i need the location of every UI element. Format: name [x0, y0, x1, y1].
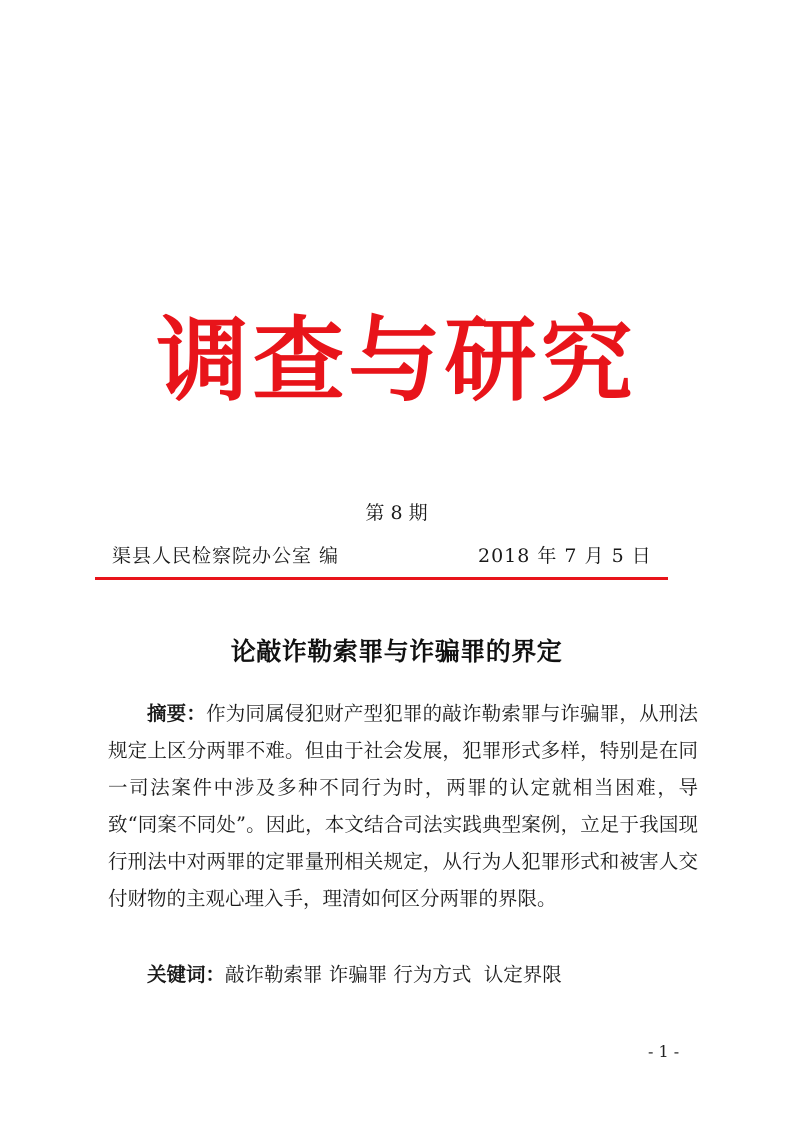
- keywords-line: [108, 956, 698, 993]
- abstract-text: 作为同属侵犯财产型犯罪的敲诈勒索罪与诈骗罪，从刑法规定上区分两罪不难。但由于社会发展，犯罪形式多样，特别是在同一司法案件中涉及多种不同行为时，两罪的认定就相当困难，导致“同案不同处”。因此，本文结合司法实践典型案例，立足于我国现行刑法中对两罪的定罪量刑相关规定，从行为人犯罪形式和被害人交付财物的主观心理入手，理清如何区分两罪的界限。: [108, 702, 698, 910]
- abstract-paragraph: [108, 695, 698, 917]
- editor-credit: 渠县人民检察院办公室 编: [112, 545, 340, 567]
- masthead-divider: [95, 577, 668, 580]
- keywords-label: 关键词：: [147, 963, 226, 986]
- abstract-label: 摘要：: [147, 702, 207, 725]
- page-number: - 1 -: [648, 1042, 680, 1061]
- masthead-title: 调查与研究: [156, 306, 637, 414]
- article-title: 论敲诈勒索罪与诈骗罪的界定: [230, 637, 563, 666]
- keywords-text: 敲诈勒索罪 诈骗罪 行为方式 认定界限: [225, 963, 562, 986]
- publish-date: 2018 年 7 月 5 日: [478, 545, 652, 567]
- issue-number: 第 8 期: [365, 502, 428, 524]
